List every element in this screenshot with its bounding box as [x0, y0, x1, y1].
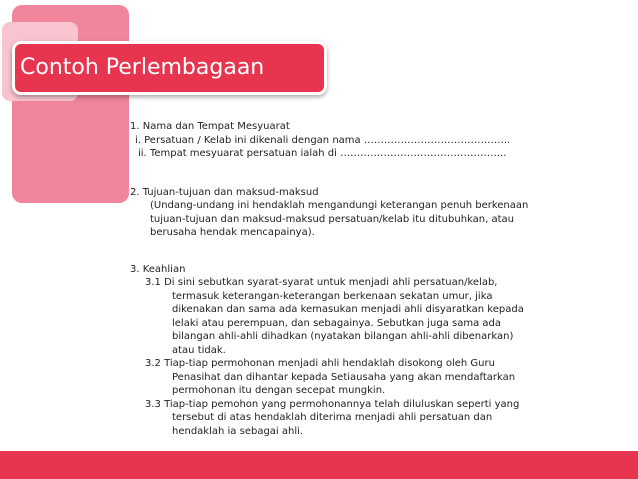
- spacer: [130, 240, 620, 263]
- section-3-item-3-line: hendaklah ia sebagai ahli.: [172, 425, 304, 437]
- section-3-item-1-line: bilangan ahli-ahli dihadkan (nyatakan bilangan ahli-ahli dibenarkan): [172, 331, 514, 342]
- footer-bar: [0, 451, 638, 479]
- section-3-item-1-line: dikenakan dan sama ada kemasukan menjadi ahli disyaratkan kepada: [172, 304, 524, 315]
- section-3-item-3: 3.3 Tiap-tiap pemohon yang permohonannya telah diluluskan seperti yang: [145, 398, 520, 410]
- section-3-item-2-line: Penasihat dan dihantar kepada Setiausaha yang akan mendaftarkan: [172, 371, 516, 383]
- section-3-item-1-line: atau tidak.: [172, 344, 226, 356]
- section-3-item-2: 3.2 Tiap-tiap permohonan menjadi ahli hendaklah disokong oleh Guru: [145, 358, 495, 369]
- section-3-item-1-line: termasuk keterangan-keterangan berkenaan sekatan umur, jika: [172, 290, 493, 302]
- slide-content: [130, 120, 620, 438]
- slide-title: Contoh Perlembagaan: [20, 55, 265, 80]
- section-3-item-1-line: lelaki atau perempuan, dan sebagainya. Sebutkan juga sama ada: [172, 317, 502, 329]
- section-3-item-2-line: permohonan itu dengan secepat mungkin.: [172, 385, 386, 396]
- section-2-heading: 2. Tujuan-tujuan dan maksud-maksud: [130, 186, 319, 198]
- section-1-line-i: i. Persatuan / Kelab ini dikenali dengan nama ……………………………………..: [135, 134, 511, 146]
- section-2-line: (Undang-undang ini hendaklah mengandungi keterangan penuh berkenaan: [150, 200, 529, 211]
- section-3-heading: 3. Keahlian: [130, 263, 186, 275]
- section-2-line: tujuan-tujuan dan maksud-maksud persatuan/kelab itu ditubuhkan, atau: [150, 213, 514, 225]
- section-3-item-1: 3.1 Di sini sebutkan syarat-syarat untuk menjadi ahli persatuan/kelab,: [145, 277, 498, 288]
- section-1-heading: 1. Nama dan Tempat Mesyuarat: [130, 121, 290, 132]
- section-2-line: berusaha hendak mencapainya).: [150, 227, 315, 238]
- section-3-item-3-line: tersebut di atas hendaklah diterima menjadi ahli persatuan dan: [172, 412, 493, 423]
- section-1-line-ii: ii. Tempat mesyuarat persatuan ialah di …………………………………………..: [138, 148, 507, 159]
- spacer: [130, 161, 620, 186]
